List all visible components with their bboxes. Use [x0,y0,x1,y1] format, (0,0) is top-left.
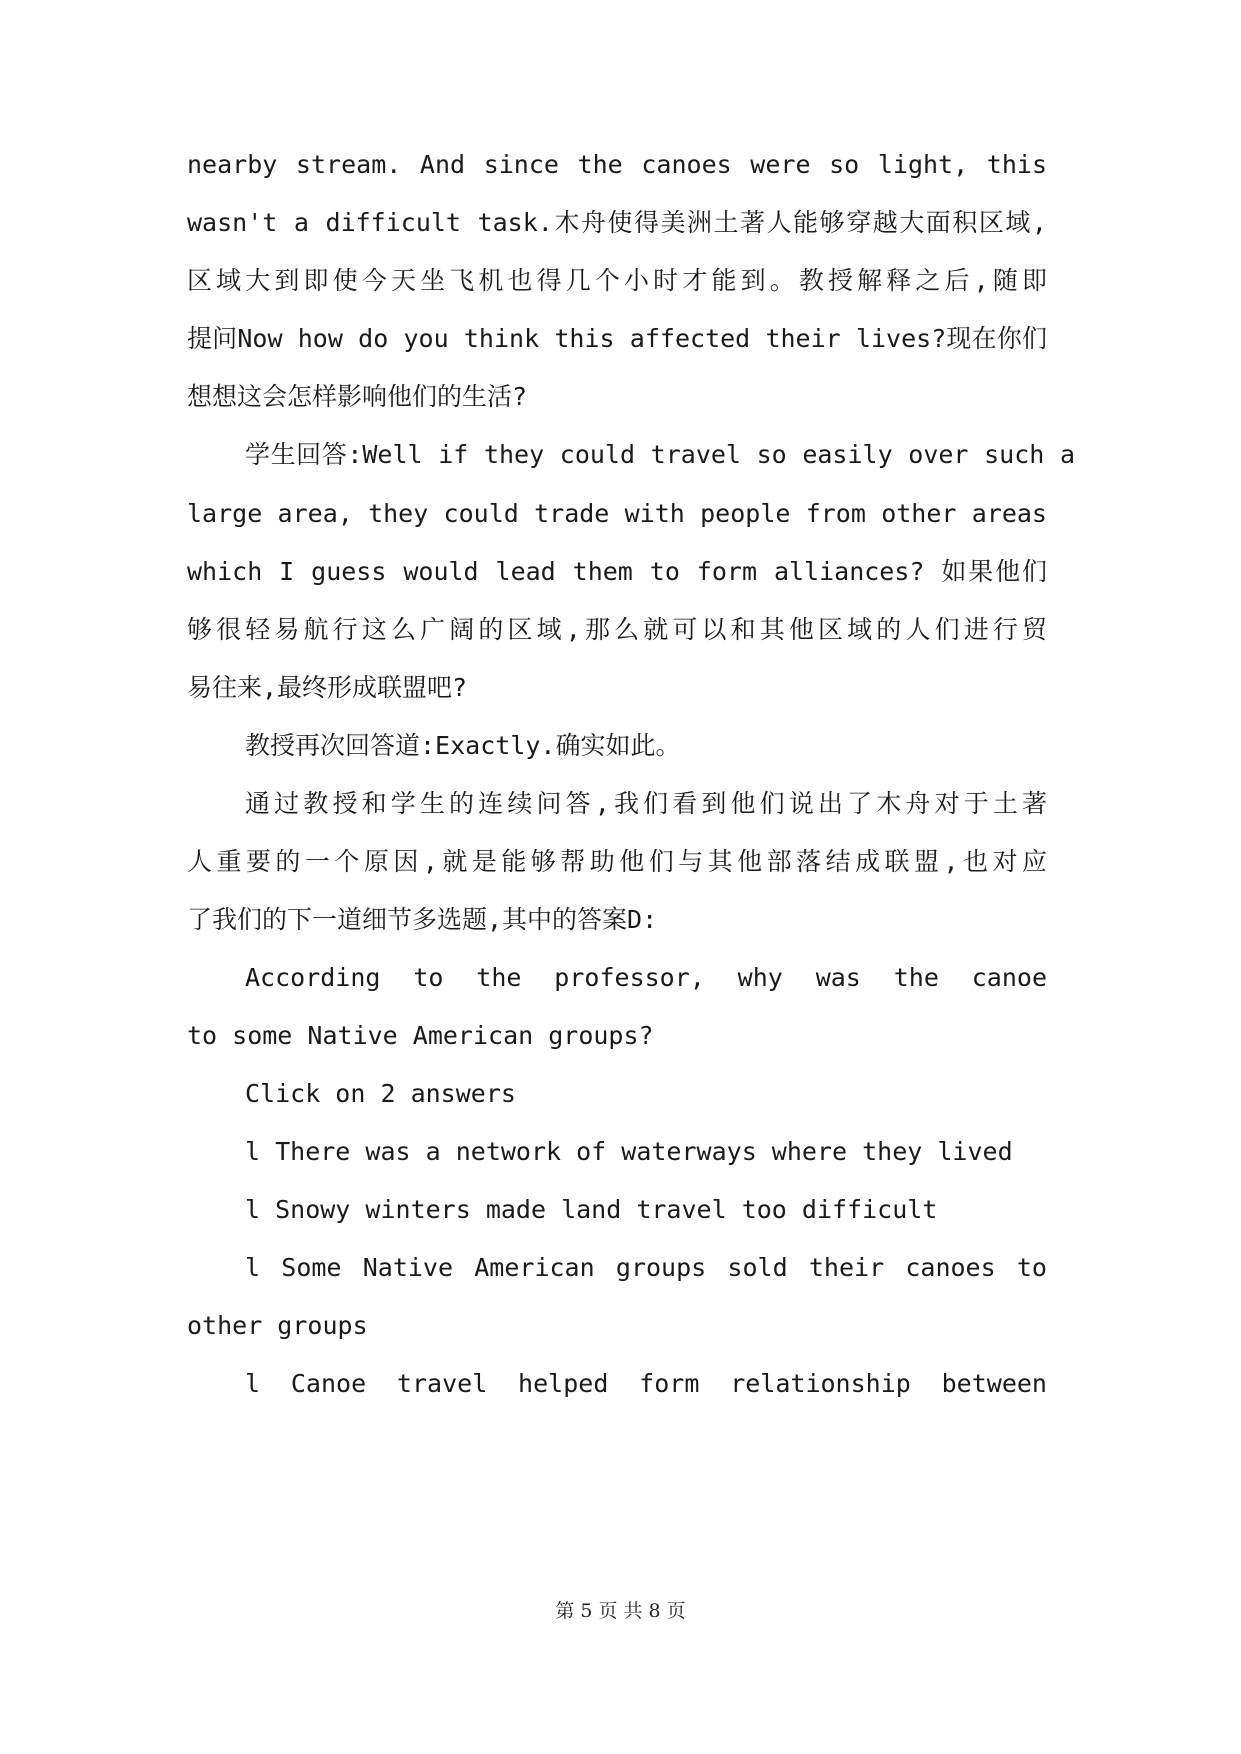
instruction-line: Click on 2 answers [245,1079,516,1108]
text-line: which I guess would lead them to form alliances? 如果他们 [187,557,1047,586]
question-line: According to the professor, why was the canoe [245,963,1047,992]
answer-option: l There was a network of waterways where they lived [245,1137,1013,1166]
text-line: 人重要的一个原因,就是能够帮助他们与其他部落结成联盟,也对应 [187,847,1047,876]
text-line: 想想这会怎样影响他们的生活? [187,382,528,411]
text-line: 了我们的下一道细节多选题,其中的答案D: [187,905,658,934]
text-line: 易往来,最终形成联盟吧? [187,673,468,702]
question-line: to some Native American groups? [187,1021,654,1050]
text-line: 区域大到即使今天坐飞机也得几个小时才能到。教授解释之后,随即 [187,266,1047,295]
text-line: 通过教授和学生的连续问答,我们看到他们说出了木舟对于土著 [245,789,1047,818]
page-number-footer: 第 5 页 共 8 页 [555,1600,686,1622]
answer-option: l Snowy winters made land travel too difficult [245,1195,938,1224]
text-line: 学生回答:Well if they could travel so easily over such a [245,440,1075,469]
answer-option-continued: other groups [187,1311,368,1340]
text-line: large area, they could trade with people from other areas [187,499,1047,528]
answer-option: l Some Native American groups sold their canoes to [245,1253,1047,1282]
text-line: 提问Now how do you think this affected their lives?现在你们 [187,324,1047,353]
text-line: nearby stream. And since the canoes were so light, this [187,150,1047,179]
text-line: 教授再次回答道:Exactly.确实如此。 [245,731,681,760]
text-line: 够很轻易航行这么广阔的区域,那么就可以和其他区域的人们进行贸 [187,615,1047,644]
answer-option: l Canoe travel helped form relationship between [245,1369,1047,1398]
text-line: wasn't a difficult task.木舟使得美洲土著人能够穿越大面积区域, [187,208,1047,237]
